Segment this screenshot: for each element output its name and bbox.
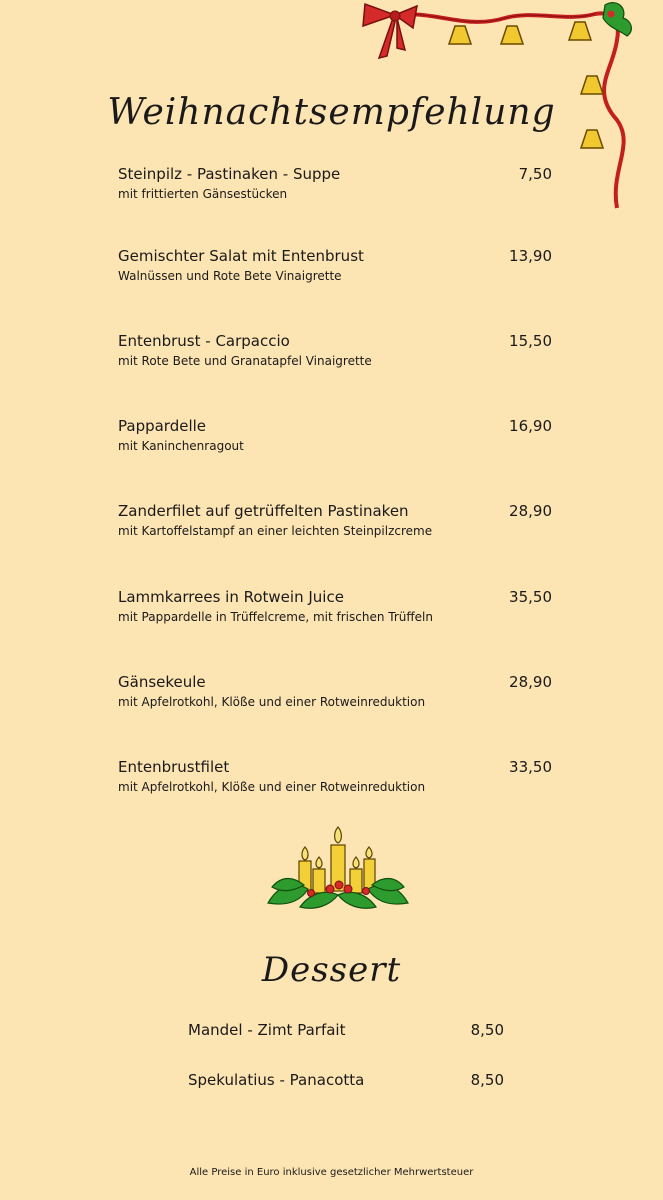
item-price: 16,90 [509,417,552,435]
item-description: mit Rote Bete und Granatapfel Vinaigrette [118,354,372,368]
item-price: 35,50 [509,588,552,606]
item-name: Lammkarrees in Rotwein Juice [118,588,344,606]
menu-item [118,672,552,716]
menu-item [118,246,552,290]
item-price: 33,50 [509,758,552,776]
item-description: mit Pappardelle in Trüffelcreme, mit frischen Trüffeln [118,610,433,624]
item-name: Steinpilz - Pastinaken - Suppe [118,165,341,183]
item-name: Gemischter Salat mit Entenbrust [118,247,364,265]
item-name: Pappardelle [118,417,207,435]
item-price: 15,50 [509,332,552,350]
item-description: mit Apfelrotkohl, Klöße und einer Rotweinreduktion [118,780,426,794]
item-name: Entenbrustfilet [118,758,230,776]
section-title-christmas: Weihnachtsempfehlung [107,92,556,133]
menu-item [118,587,552,631]
item-price: 7,50 [518,165,552,183]
item-name: Spekulatius - Panacotta [188,1071,365,1089]
item-name: Entenbrust - Carpaccio [118,332,290,350]
menu-item [118,331,552,375]
item-name: Gänsekeule [118,673,206,691]
item-price: 8,50 [470,1021,504,1039]
item-name: Zanderfilet auf getrüffelten Pastinaken [118,502,409,520]
dessert-item [188,1020,504,1042]
item-description: mit frittierten Gänsestücken [118,187,288,201]
item-description: mit Apfelrotkohl, Klöße und einer Rotweinreduktion [118,695,426,709]
item-price: 28,90 [509,673,552,691]
menu-item [118,757,552,801]
item-price: 13,90 [509,247,552,265]
item-description: mit Kartoffelstampf an einer leichten Steinpilzcreme [118,524,433,538]
price-footnote: Alle Preise in Euro inklusive gesetzlicher Mehrwertsteuer [189,1167,474,1178]
menu-item [118,416,552,460]
item-description: Walnüssen und Rote Bete Vinaigrette [118,269,342,283]
menu-item [118,501,552,545]
item-description: mit Kaninchenragout [118,439,244,453]
item-price: 8,50 [470,1071,504,1089]
item-name: Mandel - Zimt Parfait [188,1021,346,1039]
dessert-item [188,1070,504,1092]
menu-item [118,164,552,208]
advent-candles-icon [264,823,412,915]
item-price: 28,90 [509,502,552,520]
section-title-dessert: Dessert [261,950,402,990]
